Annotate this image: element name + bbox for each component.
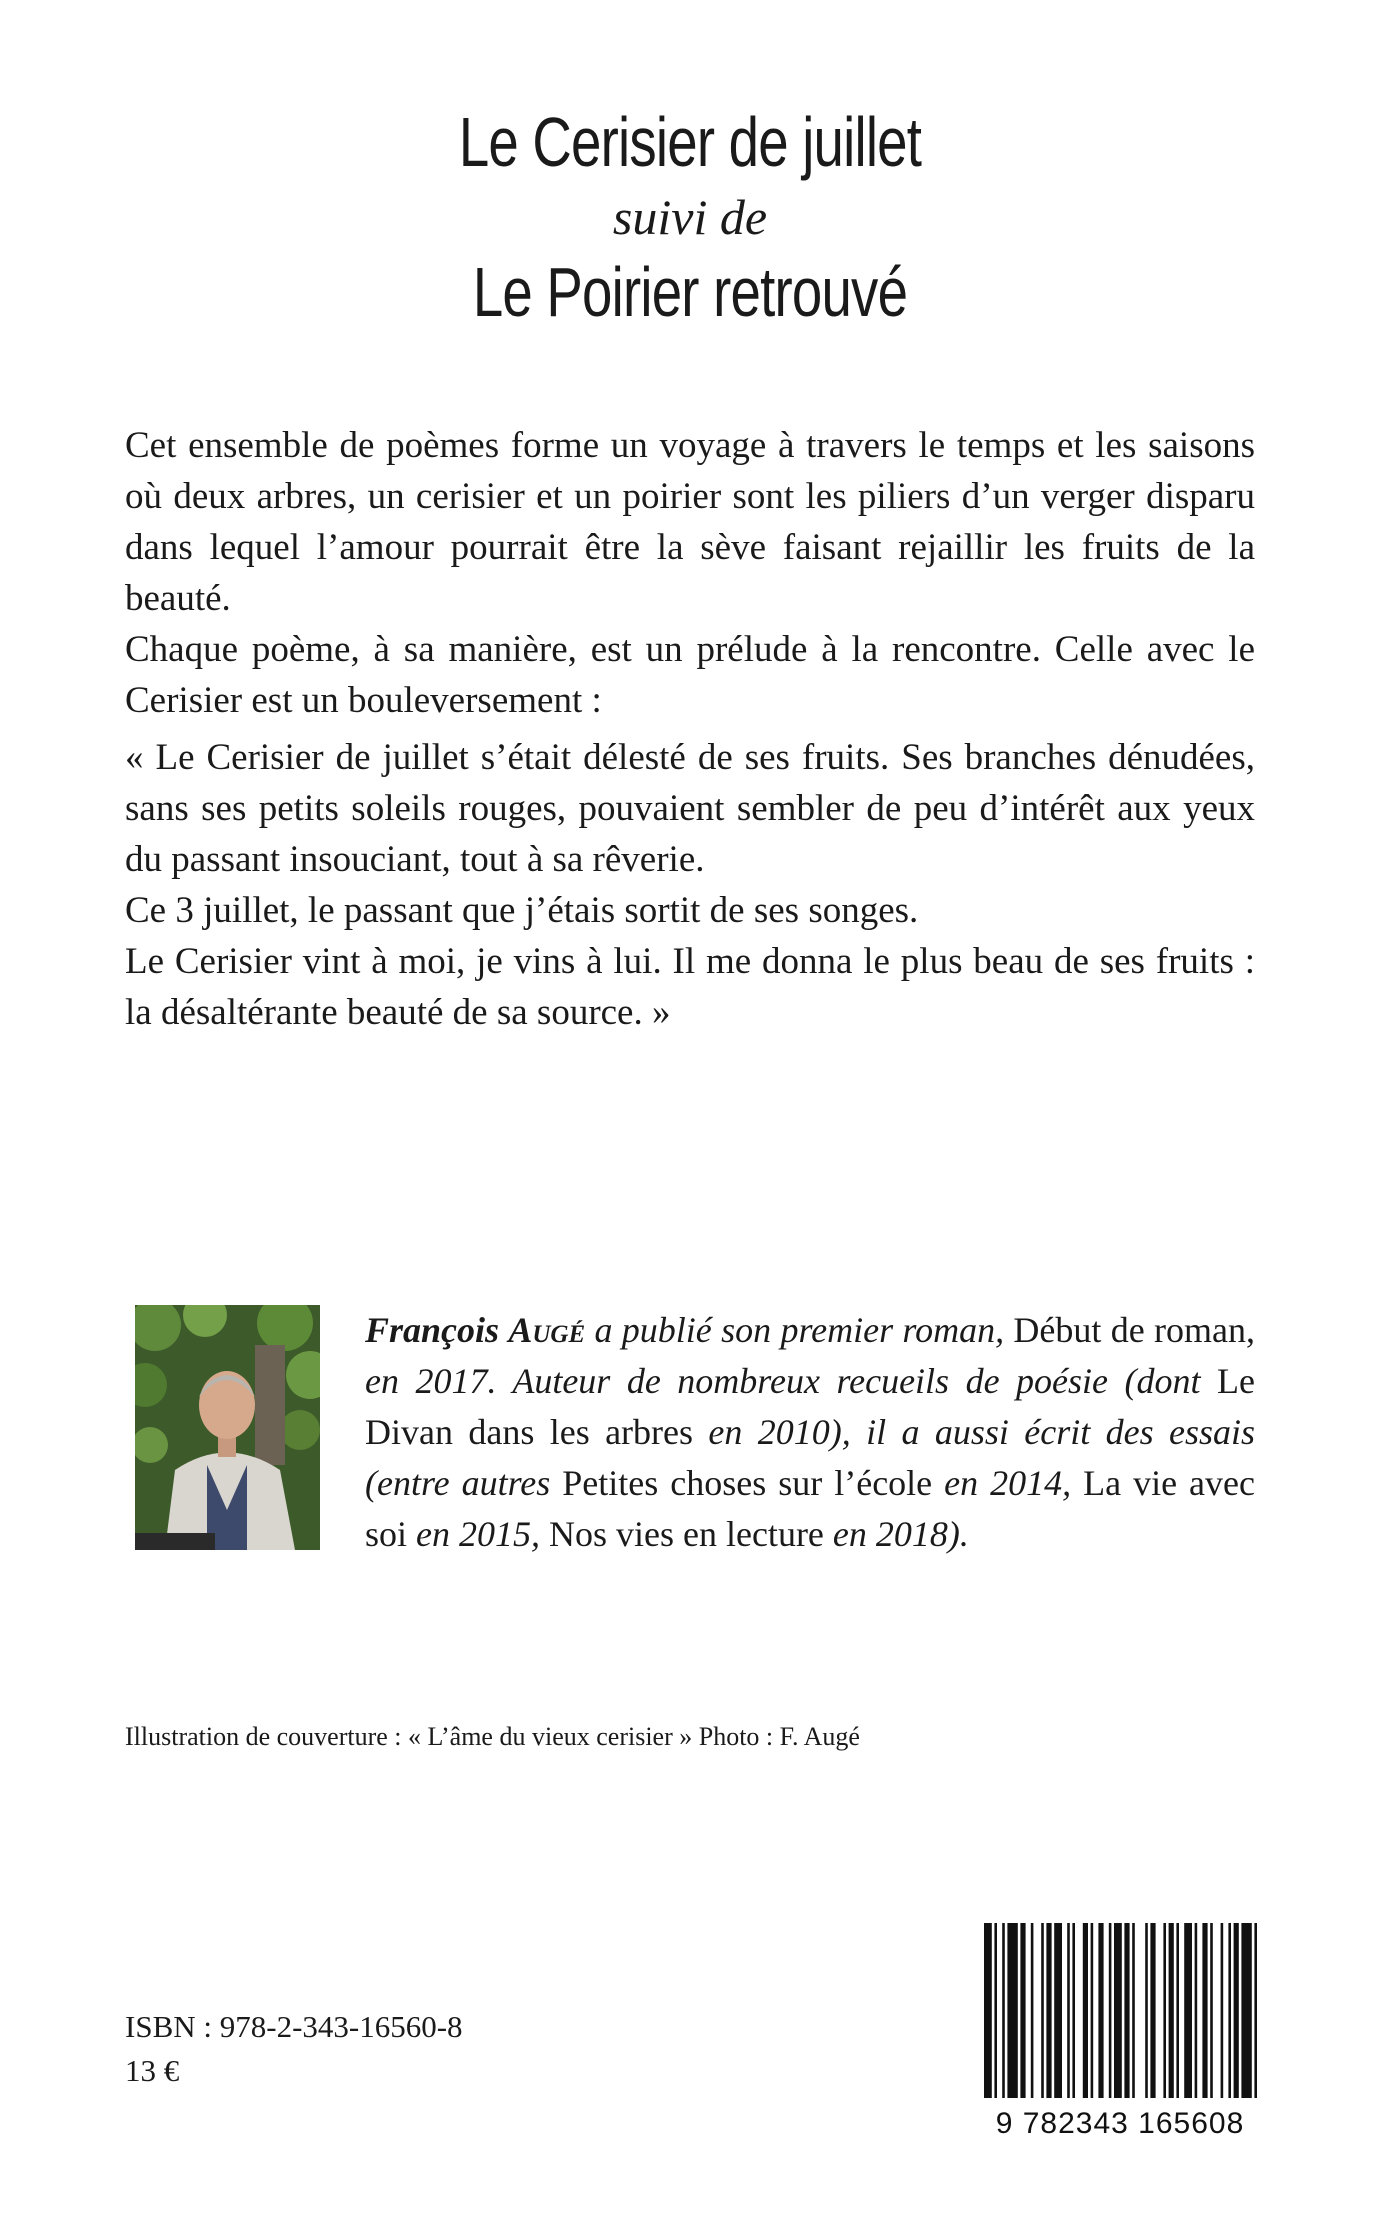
barcode-bar	[1228, 1923, 1231, 2098]
barcode-bar	[1145, 1923, 1148, 2098]
author-bio	[365, 1305, 1255, 1560]
book-title	[0, 100, 1380, 334]
bio-work-4: La vie avec soi	[365, 1463, 1255, 1554]
barcode-bar	[1083, 1923, 1088, 2098]
intro-text	[125, 420, 1255, 726]
intro-paragraph-2: Chaque poème, à sa manière, est un prélude à la rencontre. Celle avec le Cerisier est un bouleversement :	[125, 629, 1255, 721]
barcode-bar	[1195, 1923, 1198, 2098]
barcode-bar	[1132, 1923, 1135, 2098]
quote-paragraph-1: « Le Cerisier de juillet s’était délesté de ses fruits. Ses branches dénudées, sans ses petits soleils rouges, pouvaient sembler de peu d’intérêt aux yeux du passant insouciant, tout à sa rêverie.	[125, 737, 1255, 880]
quote-paragraph-2: Ce 3 juillet, le passant que j’étais sortit de ses songes.	[125, 890, 919, 931]
barcode-bar	[1114, 1923, 1122, 2098]
barcode-bar	[1109, 1923, 1112, 2098]
author-last-name: Augé	[508, 1310, 586, 1350]
barcode-bar	[1234, 1923, 1239, 2098]
quote-paragraph-3: Le Cerisier vint à moi, je vins à lui. Il me donna le plus beau de ses fruits : la désaltérante beauté de sa source. »	[125, 941, 1255, 1033]
barcode-bar	[1098, 1923, 1103, 2098]
bio-text-5: en 2015,	[407, 1514, 549, 1554]
barcode-bar	[1031, 1923, 1034, 2098]
bio-text-2: en 2017. Auteur de nombreux recueils de poésie (dont	[365, 1361, 1218, 1401]
price: 13 €	[125, 2053, 180, 2088]
barcode-bar	[1202, 1923, 1207, 2098]
bio-work-2: Le Divan dans les arbres	[365, 1361, 1255, 1452]
barcode-bar	[1067, 1923, 1070, 2098]
barcode-bar	[1184, 1923, 1192, 2098]
author-first-name: François	[365, 1310, 509, 1350]
bio-work-1: Début de roman,	[1013, 1310, 1255, 1350]
barcode-bar	[1169, 1923, 1174, 2098]
barcode-bar	[1041, 1923, 1044, 2098]
bio-work-3: Petites choses sur l’école	[562, 1463, 933, 1503]
cover-credit: Illustration de couverture : « L’âme du vieux cerisier » Photo : F. Augé	[125, 1722, 860, 1751]
barcode-bar	[1007, 1923, 1017, 2098]
title-line-3: Le Poirier retrouvé	[472, 253, 908, 331]
barcode-bar	[1091, 1923, 1094, 2098]
barcode-bar	[1124, 1923, 1129, 2098]
intro-paragraph-1: Cet ensemble de poèmes forme un voyage à travers le temps et les saisons où deux arbres, un cerisier et un poirier sont les piliers d’un verger disparu dans lequel l’amour pourrait être la sève faisant rejaillir les fruits de la beauté.	[125, 425, 1255, 619]
barcode-bar	[1254, 1923, 1257, 2098]
barcode-bar	[1046, 1923, 1051, 2098]
barcode-bar	[1020, 1923, 1025, 2098]
author-photo	[135, 1305, 320, 1550]
bio-text-1: a publié son premier roman,	[585, 1310, 1014, 1350]
barcode-bar	[984, 1923, 992, 2098]
barcode-bar	[1150, 1923, 1155, 2098]
barcode-digits: 9 782343 165608	[995, 2107, 1245, 2140]
barcode-bar	[1221, 1923, 1224, 2098]
barcode-bar	[1176, 1923, 1179, 2098]
bio-work-5: Nos vies en lecture	[549, 1514, 824, 1554]
barcode-bar	[1072, 1923, 1075, 2098]
barcode	[970, 1915, 1270, 2140]
title-line-1: Le Cerisier de juillet	[458, 103, 922, 181]
isbn-block	[125, 2005, 463, 2093]
barcode-bar	[994, 1923, 997, 2098]
isbn-number: ISBN : 978-2-343-16560-8	[125, 2009, 463, 2044]
barcode-bar	[1054, 1923, 1062, 2098]
bio-text-3: en 2010), il a aussi écrit des essais (entre autres	[365, 1412, 1255, 1503]
bio-text-4: en 2014,	[932, 1463, 1084, 1503]
barcode-bar	[1210, 1923, 1213, 2098]
barcode-bar	[1002, 1923, 1005, 2098]
barcode-bar	[1241, 1923, 1251, 2098]
quote-text	[125, 732, 1255, 1038]
barcode-bar	[1163, 1923, 1166, 2098]
bio-text-6: en 2018).	[823, 1514, 969, 1554]
title-line-2: suivi de	[612, 189, 768, 245]
